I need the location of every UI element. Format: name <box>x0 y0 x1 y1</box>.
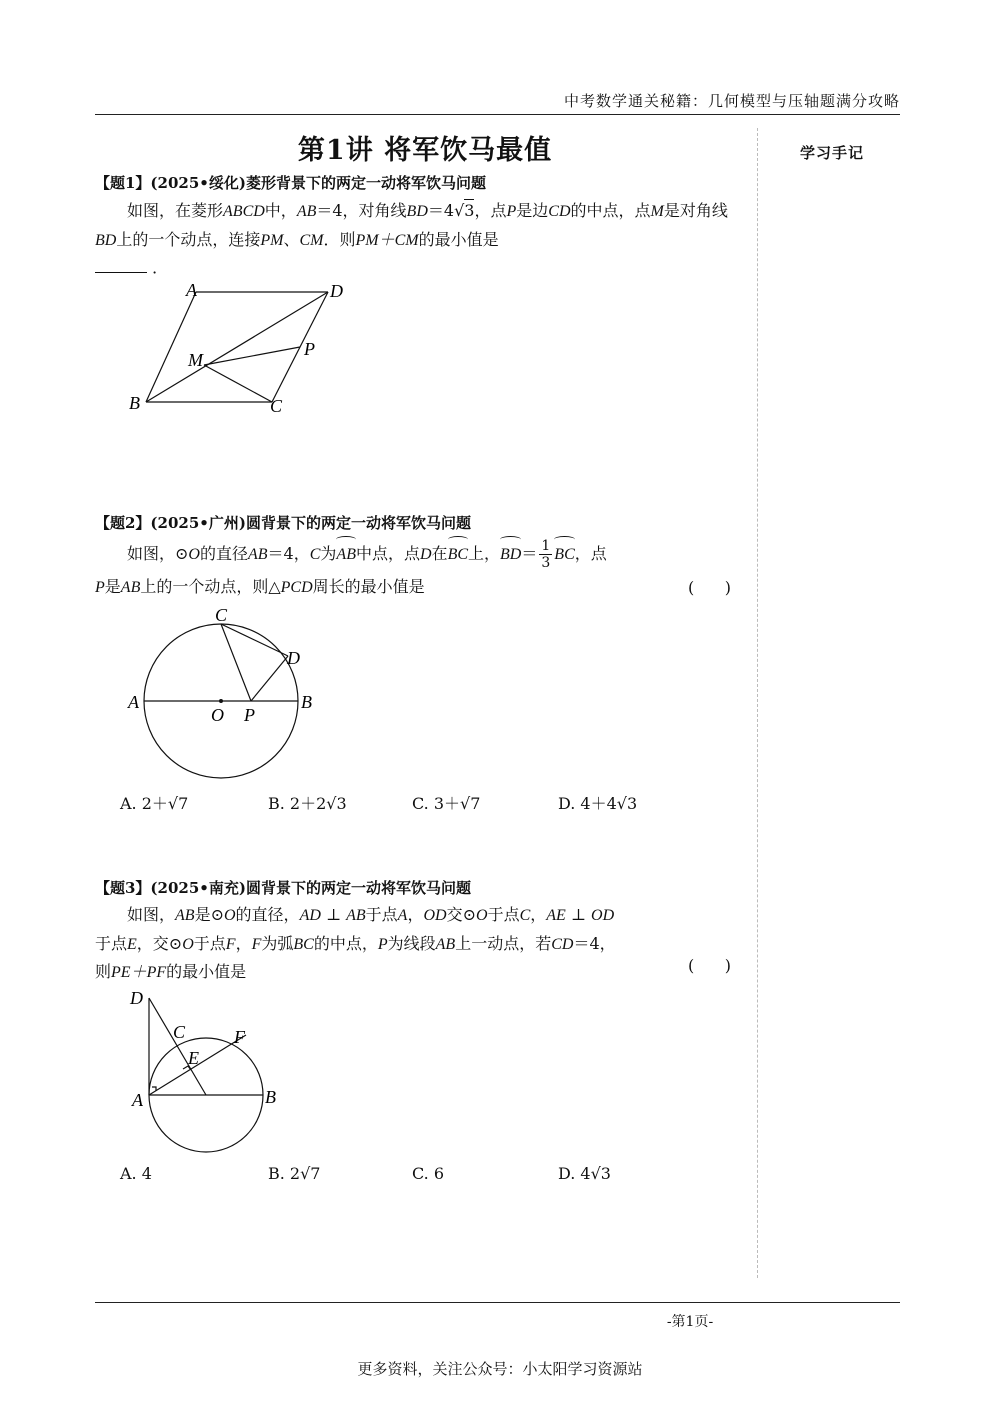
q1-segment-MC <box>204 365 272 402</box>
q1-label-B: B <box>129 393 140 413</box>
q3-label-C: C <box>173 1022 186 1042</box>
header-rule <box>95 114 900 115</box>
q2-segment-PD <box>251 656 288 701</box>
q3-label-D: D <box>130 988 143 1008</box>
q3-option-D[interactable]: D. 4√3 <box>558 1164 611 1183</box>
q1-label-M: M <box>188 350 203 370</box>
q1-label-D: D <box>330 281 343 301</box>
q1-segment-MP <box>204 347 300 365</box>
margin-divider <box>757 128 758 1278</box>
q3-label-A: A <box>132 1090 143 1110</box>
q2-label-P: P <box>244 705 255 725</box>
footer-rule <box>95 1302 900 1303</box>
q1-label-C: C <box>270 396 283 416</box>
q2-option-C[interactable]: C. 3＋√7 <box>412 794 481 813</box>
q2-label-O: O <box>211 705 224 725</box>
sidebar-notes-label: 学习手记 <box>800 144 865 162</box>
q3-option-B[interactable]: B. 2√7 <box>268 1164 321 1183</box>
q1-rhombus-figure <box>120 278 360 418</box>
q2-center-dot <box>219 699 223 703</box>
q2-label-A: A <box>128 692 139 712</box>
q2-heading: 【题2】(2025•广州)圆背景下的两定一动将军饮马问题 <box>95 514 471 532</box>
q2-circle-figure <box>120 602 340 787</box>
q1-edge-BA <box>146 292 196 402</box>
q2-label-D: D <box>287 648 300 668</box>
q3-answer-bracket: ( ) <box>688 956 731 975</box>
q1-label-P: P <box>304 339 315 359</box>
q3-label-F: F <box>234 1027 245 1047</box>
page-number: -第1页- <box>666 1314 714 1330</box>
q3-text: 如图，AB是⊙O的直径，AD ⊥ AB于点A，OD交⊙O于点C，AE ⊥ OD 于点E，交⊙O于点F，F为弧BC的中点，P为线段AB上一动点，若CD＝4， 则PE＋PF的最小值是 <box>95 905 616 981</box>
q2-option-B[interactable]: B. 2＋2√3 <box>268 794 347 813</box>
q3-option-A[interactable]: A. 4 <box>120 1164 152 1183</box>
q3-heading: 【题3】(2025•南充)圆背景下的两定一动将军饮马问题 <box>95 879 471 897</box>
lesson-title: 第1讲 将军饮马最值 <box>297 135 553 166</box>
q1-label-A: A <box>186 280 197 300</box>
q2-text: 如图，⊙O的直径AB＝4，C为AB中点，点D在BC上，BD＝ $\frac{1}{3}$ BC，点 P是AB上的一个动点，则△PCD周长的最小值是 <box>95 538 607 596</box>
q2-option-D[interactable]: D. 4＋4√3 <box>558 794 638 813</box>
q3-circle-figure <box>118 982 308 1157</box>
q2-answer-bracket: ( ) <box>688 578 731 597</box>
footer-note: 更多资料，关注公众号：小太阳学习资源站 <box>357 1360 643 1378</box>
running-header: 中考数学通关秘籍：几何模型与压轴题满分攻略 <box>563 92 900 110</box>
q3-option-C[interactable]: C. 6 <box>412 1164 445 1183</box>
q3-label-B: B <box>265 1087 276 1107</box>
q1-heading: 【题1】(2025•绥化)菱形背景下的两定一动将军饮马问题 <box>95 174 486 192</box>
q1-diagonal-BD <box>146 292 328 402</box>
q1-text: 如图，在菱形ABCD中，AB＝4，对角线BD＝4√3，点P是边CD的中点，点M是对角线BD上的一个动点，连接PM、CM．则PM＋CM的最小值是 ． <box>95 201 728 277</box>
q1-answer-blank <box>95 258 147 273</box>
q2-label-C: C <box>215 605 228 625</box>
q2-label-B: B <box>301 692 312 712</box>
q3-label-E: E <box>188 1048 199 1068</box>
q3-segment-DO <box>149 998 206 1095</box>
q2-option-A[interactable]: A. 2＋√7 <box>120 794 189 813</box>
